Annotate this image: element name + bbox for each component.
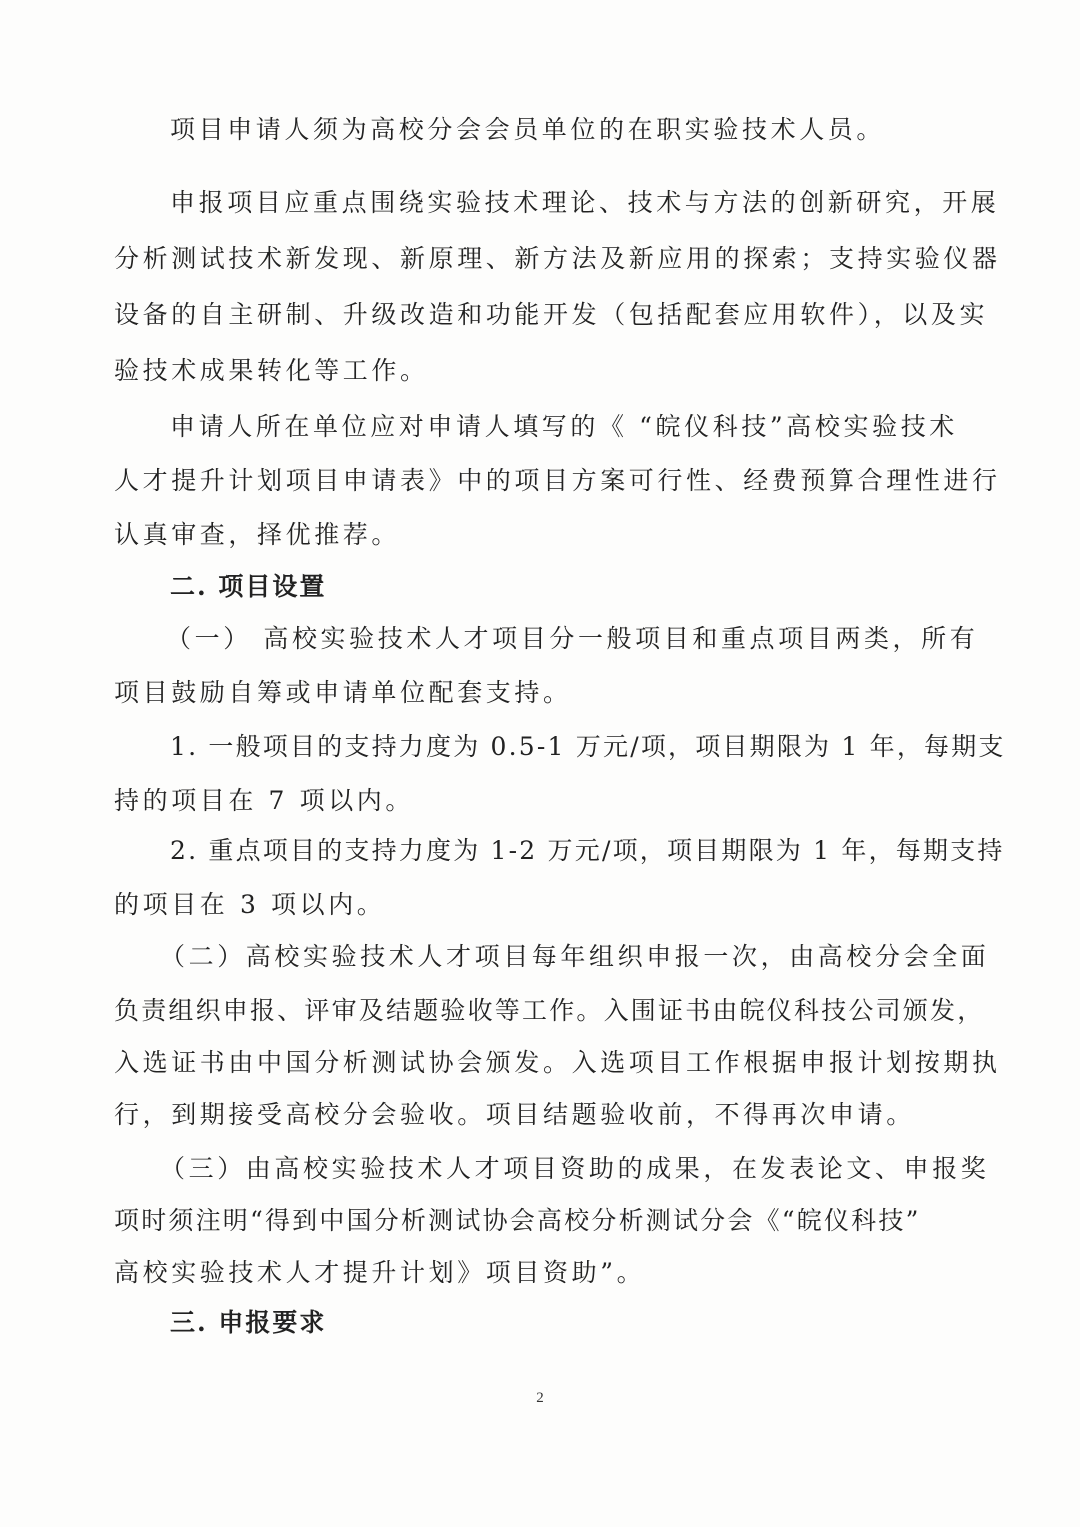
paragraph-line: 项目鼓励自筹或申请单位配套支持。 bbox=[114, 678, 572, 707]
paragraph-line: 申报项目应重点围绕实验技术理论、技术与方法的创新研究，开展 bbox=[170, 188, 1000, 217]
paragraph-line: 的项目在 3 项以内。 bbox=[114, 890, 386, 919]
paragraph-line: 2. 重点项目的支持力度为 1-2 万元/项，项目期限为 1 年，每期支持 bbox=[170, 836, 1005, 865]
paragraph-line: 分析测试技术新发现、新原理、新方法及新应用的探索；支持实验仪器 bbox=[114, 244, 1001, 273]
paragraph-line: 高校实验技术人才提升计划》项目资助”。 bbox=[114, 1258, 646, 1287]
paragraph-line: 申请人所在单位应对申请人填写的《 “皖仪科技”高校实验技术 bbox=[170, 412, 958, 441]
page-number: 2 bbox=[536, 1390, 544, 1406]
paragraph-line: （三）由高校实验技术人才项目资助的成果，在发表论文、申报奖 bbox=[160, 1154, 990, 1183]
paragraph-line: 验技术成果转化等工作。 bbox=[114, 356, 429, 385]
paragraph-line: （一） 高校实验技术人才项目分一般项目和重点项目两类，所有 bbox=[166, 624, 979, 653]
paragraph-line: 人才提升计划项目申请表》中的项目方案可行性、经费预算合理性进行 bbox=[114, 466, 1001, 495]
paragraph-line: 项时须注明“得到中国分析测试协会高校分析测试分会《“皖仪科技” bbox=[114, 1206, 921, 1235]
paragraph-line: 持的项目在 7 项以内。 bbox=[114, 786, 415, 815]
paragraph-line: 设备的自主研制、升级改造和功能开发（包括配套应用软件），以及实 bbox=[114, 300, 989, 329]
paragraph-line: 1. 一般项目的支持力度为 0.5-1 万元/项，项目期限为 1 年，每期支 bbox=[170, 732, 1006, 761]
paragraph-line: 行，到期接受高校分会验收。项目结题验收前，不得再次申请。 bbox=[114, 1100, 915, 1129]
paragraph-line: 负责组织申报、评审及结题验收等工作。入围证书由皖仪科技公司颁发， bbox=[114, 996, 985, 1025]
section-heading: 三. 申报要求 bbox=[170, 1308, 327, 1337]
paragraph-line: 项目申请人须为高校分会会员单位的在职实验技术人员。 bbox=[170, 115, 886, 144]
paragraph-line: 认真审查，择优推荐。 bbox=[114, 520, 401, 549]
paragraph-line: （二）高校实验技术人才项目每年组织申报一次，由高校分会全面 bbox=[160, 942, 990, 971]
section-heading: 二. 项目设置 bbox=[170, 572, 327, 601]
paragraph-line: 入选证书由中国分析测试协会颁发。入选项目工作根据申报计划按期执 bbox=[114, 1048, 1001, 1077]
